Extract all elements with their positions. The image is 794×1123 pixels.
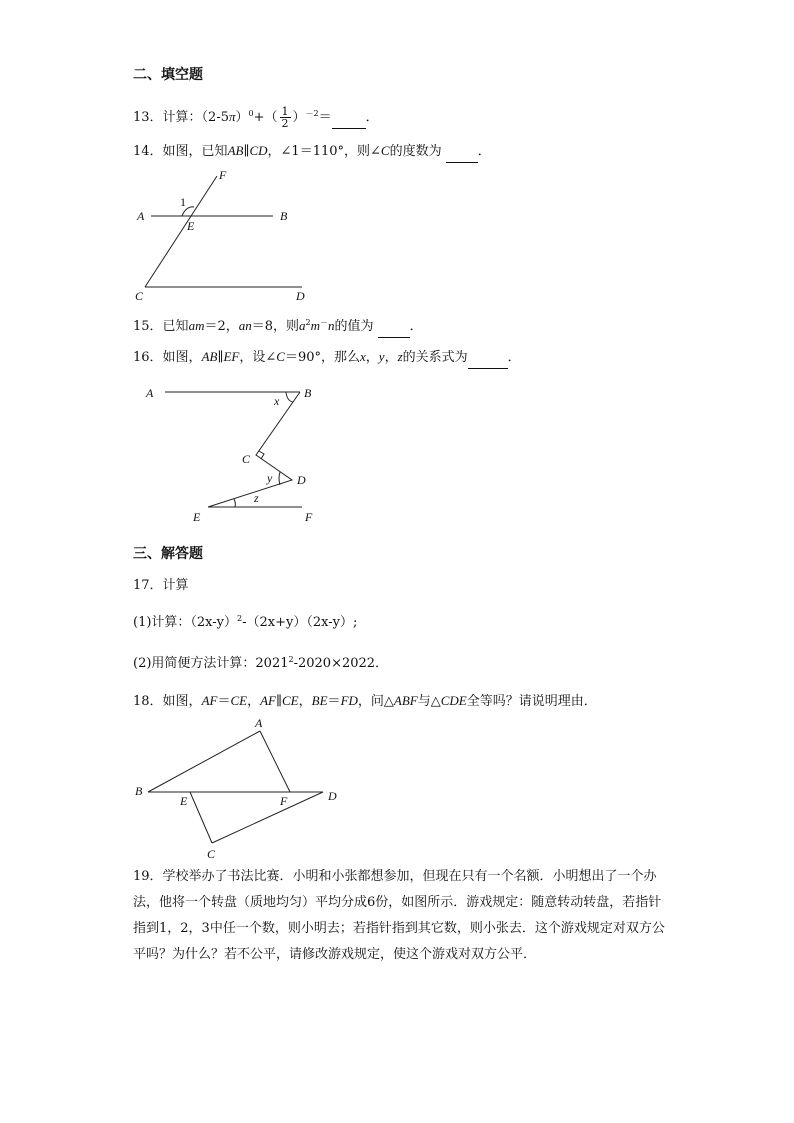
pi-symbol: π	[228, 109, 236, 124]
q19-text: 学校举办了书法比赛．小明和小张都想参加，但现在只有一个名额．小明想出了一个办法，他将一个转盘（质地均匀）平均分成6份，如图所示．游戏规定：随意转动转盘，若指针指到1，2，3中任一个数，则小明去；若指针指到其它数，则小张去．这个游戏规定对双方公平吗？为什么？若不公平，请修改游戏规定，使这个游戏对双方公平．	[133, 869, 665, 962]
label-D: D	[328, 789, 337, 803]
q15-text: ＝2，	[204, 319, 239, 334]
q16-var: y	[378, 349, 385, 364]
right-angle-mark	[259, 451, 264, 459]
parallel-symbol: ∥	[276, 694, 283, 709]
q13-text: ．	[365, 110, 379, 125]
q16-var: z	[397, 349, 403, 364]
question-number: 19．	[133, 869, 163, 884]
question-14	[133, 143, 491, 163]
q16-text: ．	[507, 350, 521, 365]
question-13	[133, 106, 379, 129]
angle-x-arc	[286, 392, 293, 402]
question-number: 13．	[133, 110, 163, 125]
label-B: B	[280, 209, 288, 223]
q18-var: AF	[201, 693, 218, 708]
label-z: z	[254, 491, 259, 505]
label-A: A	[137, 209, 145, 223]
q13-text: ＝	[318, 110, 332, 125]
label-E: E	[193, 510, 201, 524]
answer-blank[interactable]	[332, 112, 366, 129]
q16-text: 如图，	[162, 350, 202, 365]
q17-part1-text: -（2x+y）（2x-y）;	[242, 615, 358, 630]
q15-var: am	[188, 318, 205, 333]
q16-text: ，	[384, 350, 398, 365]
label-x: x	[274, 394, 280, 408]
q18-text: ＝	[327, 694, 341, 709]
q17-part2-text: -2020×2022．	[293, 656, 389, 671]
q18-text: 与△	[417, 694, 441, 709]
q16-var: C	[276, 349, 285, 364]
label-angle-1: 1	[180, 195, 186, 209]
q13-text: 计算：（2-5	[162, 110, 229, 125]
exponent: －2	[305, 109, 319, 118]
exponent: 2	[305, 318, 311, 327]
question-number: 17．	[133, 578, 163, 593]
q17-part2-text: (2)用简便方法计算：2021	[133, 656, 289, 671]
exponent: 2	[237, 614, 243, 623]
answer-blank[interactable]	[468, 352, 508, 369]
q15-text: 的值为	[334, 319, 374, 334]
q16-text: ，设∠	[239, 350, 277, 365]
q18-var: AF	[260, 693, 276, 708]
segment-af	[260, 731, 290, 792]
question-number: 18．	[133, 694, 163, 709]
q14-text: 如图，已知	[162, 144, 228, 159]
fraction-denominator: 2	[281, 117, 289, 130]
q18-var: ABF	[393, 693, 418, 708]
q14-text: ．	[477, 144, 491, 159]
label-D: D	[297, 473, 306, 487]
segment-ba	[148, 731, 260, 792]
question-17	[133, 578, 189, 594]
q15-text: 已知	[162, 319, 189, 334]
q15-text: ＝8，则	[251, 319, 300, 334]
label-F: F	[305, 510, 313, 524]
question-16	[133, 349, 521, 369]
label-C: C	[242, 452, 251, 466]
q16-text: ＝90°，那么	[284, 350, 360, 365]
segment-dc	[212, 792, 323, 843]
q18-var: CE	[282, 693, 299, 708]
question-18	[133, 693, 597, 710]
q16-var: AB	[201, 349, 218, 364]
q14-var: CD	[249, 143, 268, 158]
label-C: C	[207, 847, 216, 861]
label-B: B	[135, 784, 143, 798]
fraction-numerator: 1	[281, 105, 289, 118]
q15-var: a	[299, 318, 306, 333]
q17-part-2	[133, 656, 388, 673]
label-C: C	[135, 289, 144, 303]
q18-text: ，	[298, 694, 312, 709]
q18-var: CDE	[440, 693, 467, 708]
label-E: E	[187, 219, 195, 233]
q18-text: ，问△	[357, 694, 394, 709]
angle-1-arc	[182, 207, 194, 216]
q17-title: 计算	[162, 578, 189, 593]
question-number: 16．	[133, 350, 163, 365]
exponent: 0	[248, 109, 254, 118]
question-15	[133, 318, 423, 338]
q18-text: 如图，	[162, 694, 202, 709]
q14-text: 的度数为	[389, 144, 442, 159]
label-E: E	[180, 794, 188, 808]
parallel-symbol: ∥	[243, 144, 250, 159]
question-19	[133, 864, 673, 968]
q13-text: ）	[235, 110, 249, 125]
q17-part1-text: (1)计算：（2x-y）	[133, 615, 238, 630]
q15-var: m	[310, 318, 320, 333]
q16-text: 的关系式为	[402, 350, 468, 365]
question-number: 14．	[133, 144, 163, 159]
q15-var: n	[328, 318, 335, 333]
angle-z-arc	[234, 499, 235, 507]
label-B: B	[304, 386, 312, 400]
label-F: F	[280, 794, 288, 808]
section-heading-answer: 三、解答题	[133, 546, 203, 562]
exponent: 2	[288, 655, 294, 664]
question-number: 15．	[133, 319, 163, 334]
q16-text: ，	[365, 350, 379, 365]
answer-blank[interactable]	[378, 321, 410, 338]
transversal-line	[145, 176, 217, 287]
q18-var: CE	[230, 693, 248, 708]
q18-text: 全等吗？请说明理由．	[466, 694, 597, 709]
q15-var: an	[238, 318, 252, 333]
label-A: A	[146, 386, 154, 400]
q14-var: C	[380, 143, 390, 158]
q16-var: EF	[223, 349, 240, 364]
zigzag-path	[208, 392, 300, 507]
exponent: －	[320, 318, 328, 327]
segment-ce	[190, 792, 212, 843]
q17-part-1	[133, 615, 357, 632]
fraction	[280, 106, 291, 129]
q18-text: ＝	[217, 694, 231, 709]
parallel-symbol: ∥	[217, 350, 224, 365]
label-y: y	[267, 471, 273, 485]
q13-text: ）	[292, 110, 306, 125]
label-D: D	[296, 289, 305, 303]
q16-var: x	[359, 349, 366, 364]
q14-var: AB	[227, 143, 244, 158]
q13-text: +（	[253, 110, 278, 125]
section-heading-fill-blank: 二、填空题	[133, 67, 203, 83]
q14-text: ，∠1＝110°，则∠	[267, 144, 381, 159]
label-A: A	[255, 716, 263, 730]
q18-var: FD	[340, 693, 358, 708]
q18-text: ，	[247, 694, 261, 709]
q15-text: ．	[409, 319, 423, 334]
angle-y-arc	[279, 472, 280, 485]
q18-var: BE	[311, 693, 328, 708]
answer-blank[interactable]	[446, 146, 478, 163]
label-F: F	[219, 168, 227, 182]
